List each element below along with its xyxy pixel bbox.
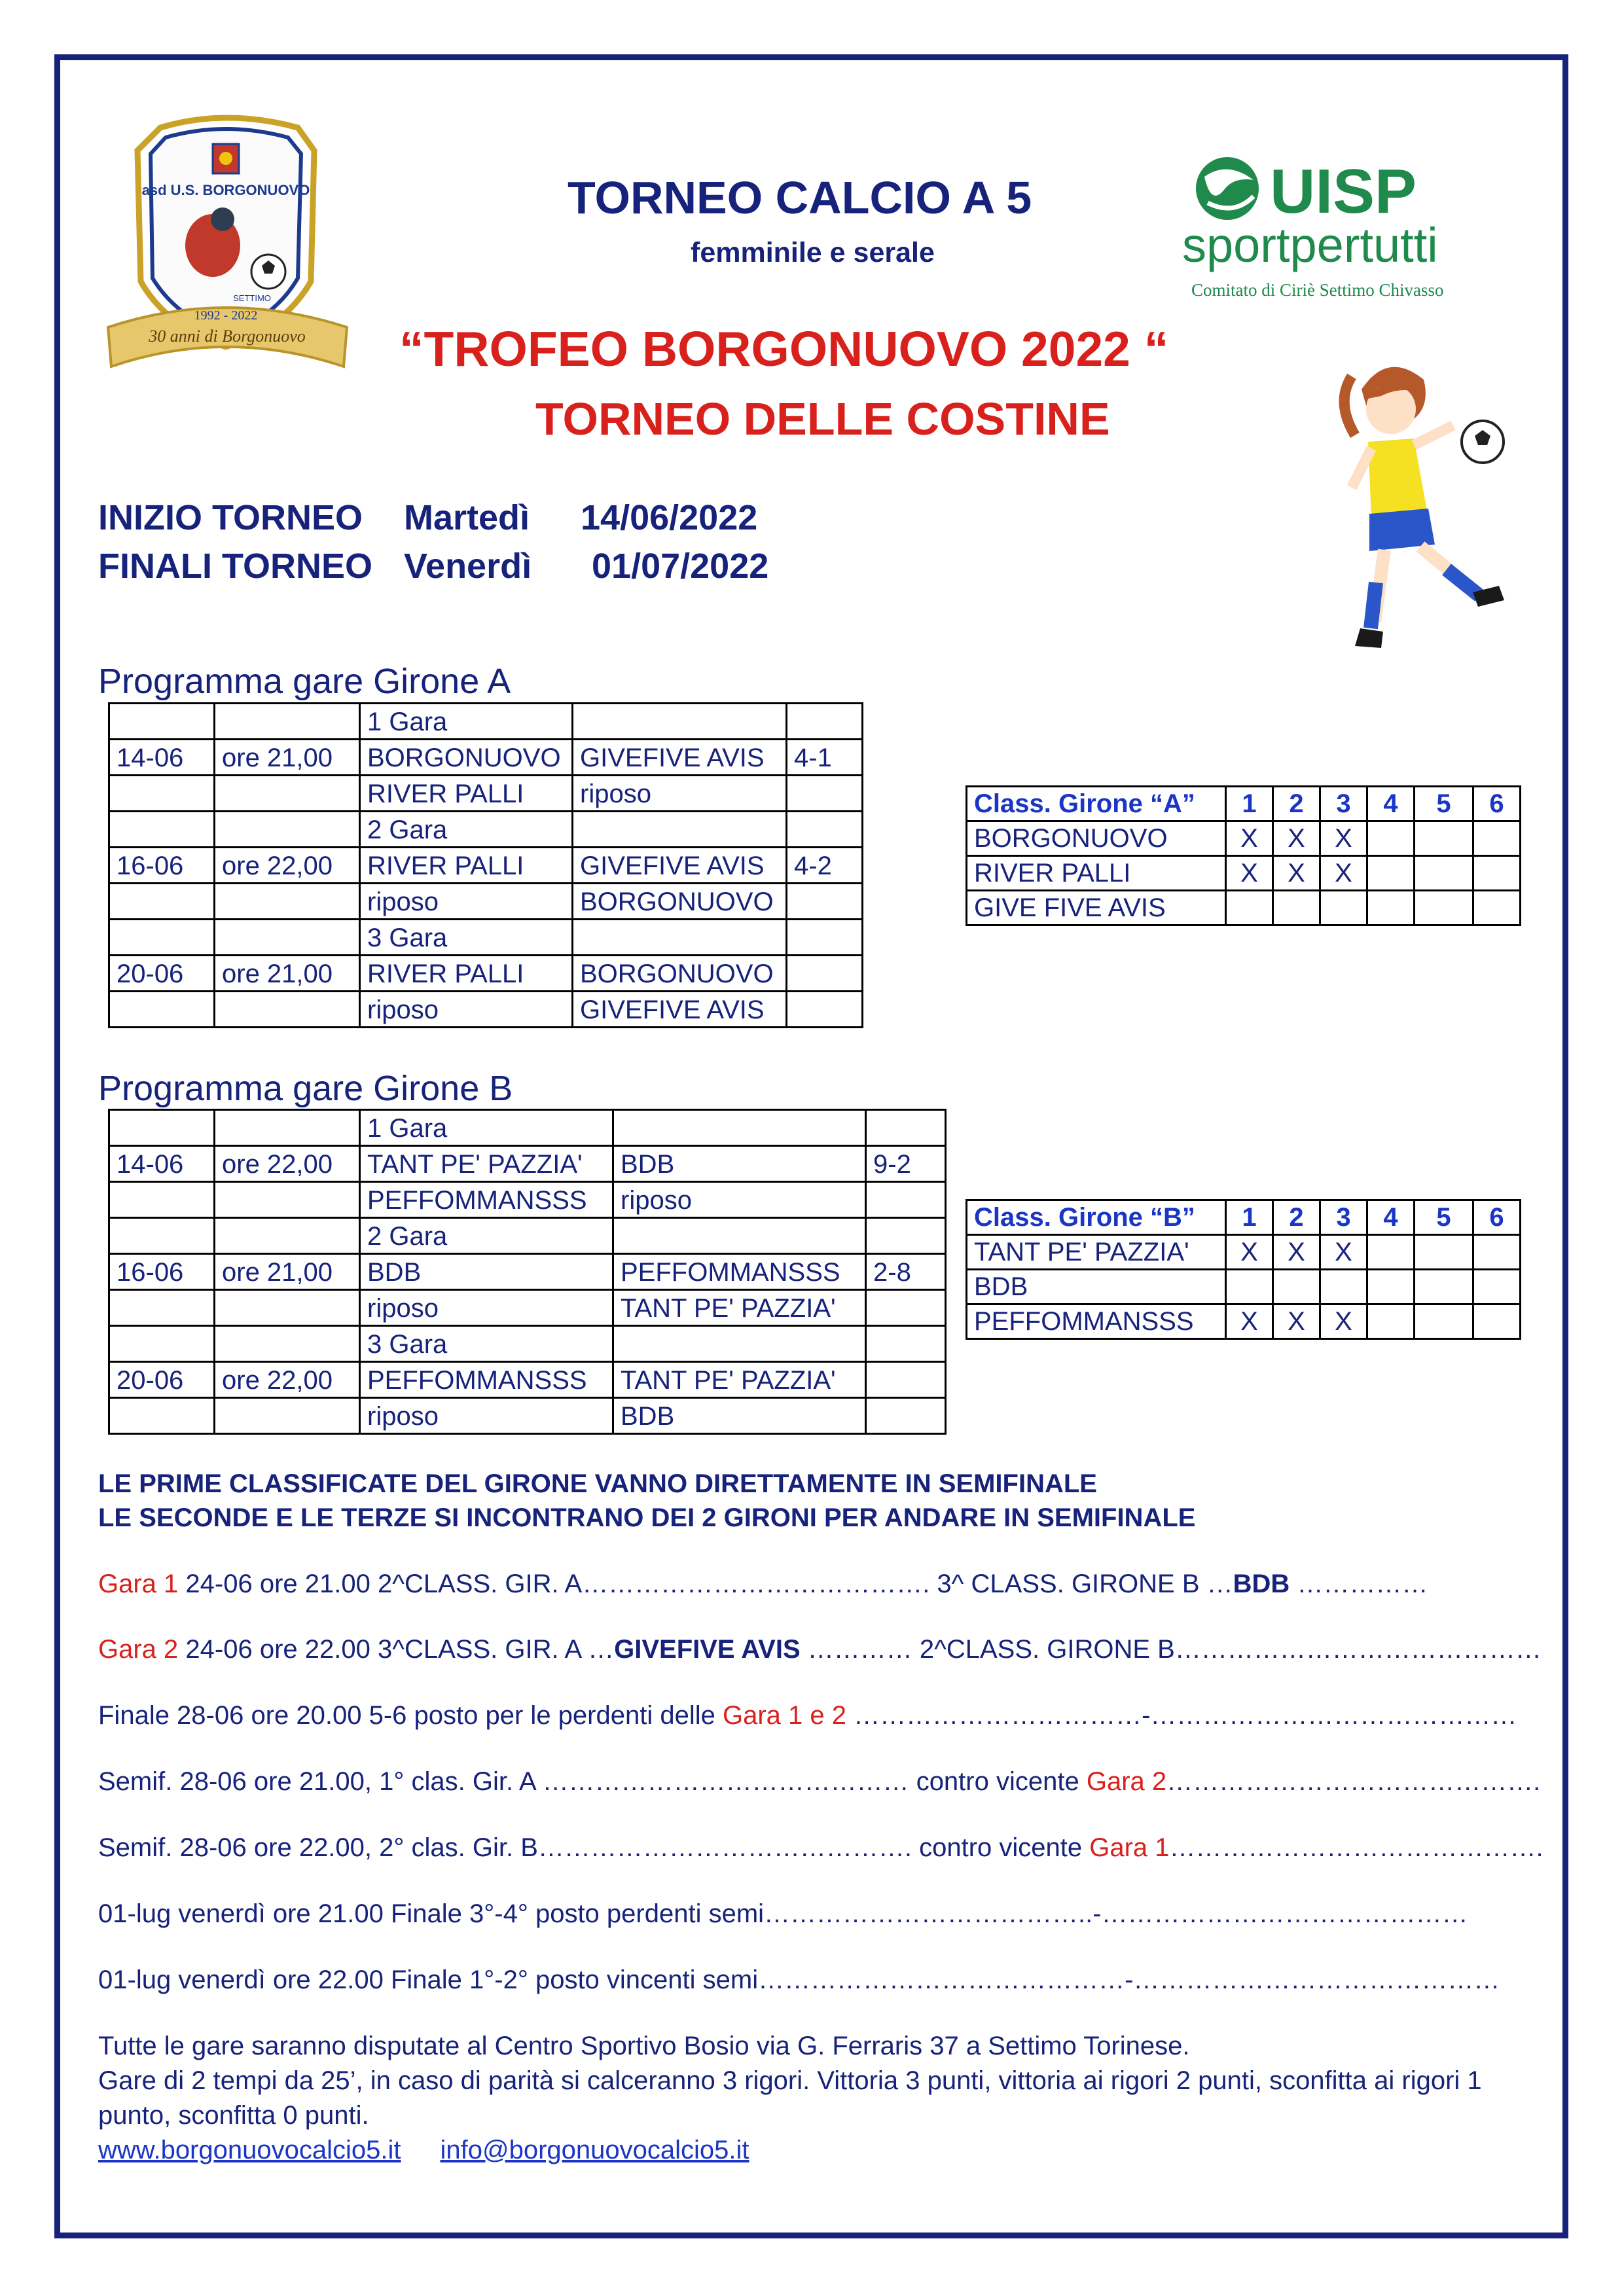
table-row xyxy=(109,740,863,776)
table-cell xyxy=(866,1110,946,1146)
table-cell: ore 22,00 xyxy=(215,848,360,884)
date-day: Martedì xyxy=(404,498,530,537)
table-cell xyxy=(109,1218,215,1254)
table-cell xyxy=(573,812,787,848)
table-cell xyxy=(613,1110,866,1146)
table-cell xyxy=(866,1398,946,1434)
uisp-logo-icon xyxy=(1178,151,1479,308)
standings-cell xyxy=(1473,1304,1521,1339)
standings-cell xyxy=(1415,821,1473,856)
page-title: TORNEO CALCIO A 5 xyxy=(568,172,1032,223)
standings-cell: X xyxy=(1226,1304,1273,1339)
table-cell: 20-06 xyxy=(109,1362,215,1398)
semi-2-gara: Gara 1 xyxy=(1089,1833,1170,1862)
standings-header-cell: Class. Girone “A” xyxy=(967,787,1226,821)
gara-2-line xyxy=(98,1635,1542,1664)
table-cell xyxy=(787,776,863,812)
table-cell: riposo xyxy=(360,1398,613,1434)
uisp-brand: UISP xyxy=(1270,156,1417,226)
table-cell xyxy=(215,920,360,956)
gara-2-dots: ………… 2^CLASS. GIRONE B…………………………………… xyxy=(800,1635,1542,1664)
table-cell: 9-2 xyxy=(866,1146,946,1182)
gara-1-team: BDB xyxy=(1233,1570,1290,1598)
standings-header xyxy=(967,1200,1521,1235)
table-cell: PEFFOMMANSSS xyxy=(360,1362,613,1398)
table-cell: TANT PE' PAZZIA' xyxy=(613,1290,866,1326)
standings-cell xyxy=(1415,1304,1473,1339)
table-cell xyxy=(787,704,863,740)
table-cell: ore 21,00 xyxy=(215,740,360,776)
table-cell: 16-06 xyxy=(109,1254,215,1290)
table-row xyxy=(109,1182,946,1218)
standings-header-cell: 3 xyxy=(1320,1200,1367,1235)
table-row xyxy=(109,920,863,956)
table-cell: RIVER PALLI xyxy=(360,956,573,992)
table-cell: BDB xyxy=(360,1254,613,1290)
table-cell: PEFFOMMANSSS xyxy=(613,1254,866,1290)
table-cell xyxy=(109,776,215,812)
standings-cell: PEFFOMMANSSS xyxy=(967,1304,1226,1339)
table-cell xyxy=(787,992,863,1028)
table-cell: 4-2 xyxy=(787,848,863,884)
player-illustration xyxy=(1329,350,1525,664)
table-cell xyxy=(109,704,215,740)
standings-header-cell: 2 xyxy=(1273,787,1320,821)
standings-cell xyxy=(1473,1235,1521,1270)
standings-cell: BORGONUOVO xyxy=(967,821,1226,856)
table-cell xyxy=(613,1218,866,1254)
finale-text: Finale 28-06 ore 20.00 5-6 posto per le perdenti delle xyxy=(98,1701,723,1730)
standings-cell: X xyxy=(1273,1304,1320,1339)
standings-header-cell: 5 xyxy=(1415,1200,1473,1235)
standings-header-cell: Class. Girone “B” xyxy=(967,1200,1226,1235)
standings-header-cell: 1 xyxy=(1226,787,1273,821)
standings-row xyxy=(967,821,1521,856)
standings-cell xyxy=(1415,1270,1473,1304)
standings-cell: X xyxy=(1273,1235,1320,1270)
table-cell xyxy=(787,884,863,920)
standings-cell xyxy=(1367,891,1415,925)
table-cell: ore 22,00 xyxy=(215,1362,360,1398)
table-row xyxy=(109,1254,946,1290)
table-cell xyxy=(215,812,360,848)
standings-cell xyxy=(1226,891,1273,925)
girone-b-title: Programma gare Girone B xyxy=(98,1069,513,1108)
table-cell: 2-8 xyxy=(866,1254,946,1290)
standings-header-cell: 3 xyxy=(1320,787,1367,821)
girone-a-standings xyxy=(965,785,1521,926)
table-cell xyxy=(215,1218,360,1254)
table-cell xyxy=(787,812,863,848)
table-cell: PEFFOMMANSSS xyxy=(360,1182,613,1218)
table-row xyxy=(109,704,863,740)
finale-dots: ……………………………-…………………………………… xyxy=(846,1701,1517,1730)
standings-cell: X xyxy=(1226,1235,1273,1270)
table-cell: TANT PE' PAZZIA' xyxy=(613,1362,866,1398)
table-cell xyxy=(109,920,215,956)
standings-cell: X xyxy=(1320,1235,1367,1270)
standings-cell: TANT PE' PAZZIA' xyxy=(967,1235,1226,1270)
semi-1-dots: ……………………………………. xyxy=(1166,1767,1541,1796)
table-cell xyxy=(215,1398,360,1434)
standings-cell: BDB xyxy=(967,1270,1226,1304)
table-row xyxy=(109,1290,946,1326)
date-label: FINALI TORNEO xyxy=(98,547,373,586)
gara-2-team: GIVEFIVE AVIS xyxy=(614,1635,801,1664)
email-link[interactable]: info@borgonuovocalcio5.it xyxy=(440,2136,749,2164)
table-cell xyxy=(109,1182,215,1218)
standings-cell xyxy=(1367,1304,1415,1339)
table-cell: BDB xyxy=(613,1146,866,1182)
logo-banner-text: 30 anni di Borgonuovo xyxy=(149,327,306,346)
table-row xyxy=(109,776,863,812)
table-cell xyxy=(215,704,360,740)
standings-cell: X xyxy=(1273,856,1320,891)
semifinal-2-line xyxy=(98,1833,1543,1863)
table-cell xyxy=(109,1110,215,1146)
gara-1-text: 24-06 ore 21.00 2^CLASS. GIR. A…………………………………. 3^ CLASS. GIRONE B … xyxy=(178,1570,1233,1598)
semi-2-dots: ……………………………………. xyxy=(1169,1833,1543,1862)
standings-header xyxy=(967,787,1521,821)
standings-cell: X xyxy=(1320,1304,1367,1339)
standings-cell xyxy=(1473,891,1521,925)
page-subtitle: femminile e serale xyxy=(691,237,935,268)
table-cell: BORGONUOVO xyxy=(573,956,787,992)
standings-cell: RIVER PALLI xyxy=(967,856,1226,891)
table-cell: ore 21,00 xyxy=(215,1254,360,1290)
date-label: INIZIO TORNEO xyxy=(98,498,363,537)
standings-cell: GIVE FIVE AVIS xyxy=(967,891,1226,925)
table-cell xyxy=(215,1326,360,1362)
date-value: 01/07/2022 xyxy=(592,547,769,586)
table-cell xyxy=(109,1290,215,1326)
table-cell: riposo xyxy=(360,1290,613,1326)
standings-cell xyxy=(1367,1270,1415,1304)
table-cell: 2 Gara xyxy=(360,1218,613,1254)
date-day: Venerdì xyxy=(404,547,532,586)
table-row xyxy=(109,992,863,1028)
table-row xyxy=(109,848,863,884)
standings-cell xyxy=(1415,1235,1473,1270)
standings-cell xyxy=(1320,1270,1367,1304)
standings-cell: X xyxy=(1320,856,1367,891)
table-cell xyxy=(573,704,787,740)
uisp-tagline: sportpertutti xyxy=(1182,218,1438,272)
table-row xyxy=(109,1326,946,1362)
table-cell xyxy=(215,992,360,1028)
table-cell xyxy=(215,1182,360,1218)
table-row xyxy=(109,1218,946,1254)
logo-years: 1992 - 2022 xyxy=(194,308,258,323)
standings-cell: X xyxy=(1320,821,1367,856)
footer-venue: Tutte le gare saranno disputate al Centro Sportivo Bosio via G. Ferraris 37 a Settimo Torinese. xyxy=(98,2032,1190,2060)
table-cell: BDB xyxy=(613,1398,866,1434)
table-cell xyxy=(866,1326,946,1362)
standings-row xyxy=(967,1235,1521,1270)
table-cell xyxy=(109,884,215,920)
standings-cell xyxy=(1473,856,1521,891)
table-cell: GIVEFIVE AVIS xyxy=(573,848,787,884)
standings-cell xyxy=(1367,821,1415,856)
table-cell xyxy=(215,1290,360,1326)
footer-rules: Gare di 2 tempi da 25’, in caso di parità si calceranno 3 rigori. Vittoria 3 punti, vittoria ai rigori 2 punti, sconfitta ai rigori 1 punto, sconfitta 0 punti. xyxy=(98,2066,1482,2130)
table-row xyxy=(109,1362,946,1398)
standings-row xyxy=(967,1304,1521,1339)
table-cell xyxy=(573,920,787,956)
table-cell xyxy=(215,776,360,812)
tournament-name: TORNEO DELLE COSTINE xyxy=(535,393,1110,444)
table-cell: riposo xyxy=(573,776,787,812)
standings-cell xyxy=(1367,1235,1415,1270)
finale-5-6-line xyxy=(98,1701,1517,1731)
table-cell: 14-06 xyxy=(109,740,215,776)
girone-a-title: Programma gare Girone A xyxy=(98,662,511,701)
table-cell xyxy=(109,1326,215,1362)
standings-cell xyxy=(1273,1270,1320,1304)
standings-header-cell: 6 xyxy=(1473,787,1521,821)
standings-cell xyxy=(1415,856,1473,891)
table-cell xyxy=(215,1110,360,1146)
table-row xyxy=(109,956,863,992)
website-link[interactable]: www.borgonuovocalcio5.it xyxy=(98,2136,401,2164)
date-value: 14/06/2022 xyxy=(581,498,758,537)
table-cell: RIVER PALLI xyxy=(360,776,573,812)
table-cell: ore 21,00 xyxy=(215,956,360,992)
gara-2-label: Gara 2 xyxy=(98,1635,179,1664)
girone-b-standings xyxy=(965,1199,1521,1340)
table-cell: GIVEFIVE AVIS xyxy=(573,740,787,776)
standings-cell xyxy=(1320,891,1367,925)
table-cell: riposo xyxy=(360,992,573,1028)
note-second-third: LE SECONDE E LE TERZE SI INCONTRANO DEI 2 GIRONI PER ANDARE IN SEMIFINALE xyxy=(98,1503,1196,1532)
table-cell: RIVER PALLI xyxy=(360,848,573,884)
gara-2-text: 24-06 ore 22.00 3^CLASS. GIR. A … xyxy=(178,1635,615,1664)
standings-row xyxy=(967,856,1521,891)
footer-text xyxy=(98,2029,1506,2168)
table-cell: riposo xyxy=(613,1182,866,1218)
standings-row xyxy=(967,1270,1521,1304)
table-cell xyxy=(109,812,215,848)
standings-cell xyxy=(1473,1270,1521,1304)
table-row xyxy=(109,1398,946,1434)
table-cell xyxy=(109,992,215,1028)
uisp-committee: Comitato di Ciriè Settimo Chivasso xyxy=(1191,280,1444,300)
table-cell xyxy=(215,884,360,920)
table-cell: 3 Gara xyxy=(360,920,573,956)
table-cell: 14-06 xyxy=(109,1146,215,1182)
table-cell: 3 Gara xyxy=(360,1326,613,1362)
table-cell: ore 22,00 xyxy=(215,1146,360,1182)
trophy-title: “TROFEO BORGONUOVO 2022 “ xyxy=(399,321,1169,376)
final-1-2-line: 01-lug venerdì ore 22.00 Finale 1°-2° posto vincenti semi……………………………………-…………………………………… xyxy=(98,1965,1500,1994)
table-cell: 1 Gara xyxy=(360,704,573,740)
gara-1-dots: …………… xyxy=(1290,1570,1428,1598)
table-cell: BORGONUOVO xyxy=(360,740,573,776)
standings-cell xyxy=(1473,821,1521,856)
standings-row xyxy=(967,891,1521,925)
table-cell: TANT PE' PAZZIA' xyxy=(360,1146,613,1182)
table-cell: BORGONUOVO xyxy=(573,884,787,920)
table-cell xyxy=(866,1290,946,1326)
table-cell xyxy=(866,1362,946,1398)
footer-links xyxy=(98,2133,1506,2168)
table-cell xyxy=(613,1326,866,1362)
standings-cell xyxy=(1226,1270,1273,1304)
semi-1-gara: Gara 2 xyxy=(1086,1767,1167,1796)
table-cell: riposo xyxy=(360,884,573,920)
standings-cell: X xyxy=(1226,856,1273,891)
standings-cell xyxy=(1415,891,1473,925)
standings-cell: X xyxy=(1273,821,1320,856)
table-cell: 20-06 xyxy=(109,956,215,992)
club-crest-icon xyxy=(88,111,363,380)
start-date-line xyxy=(98,497,757,538)
table-cell xyxy=(866,1218,946,1254)
standings-header-cell: 1 xyxy=(1226,1200,1273,1235)
table-row xyxy=(109,1146,946,1182)
table-row xyxy=(109,884,863,920)
table-cell xyxy=(109,1398,215,1434)
standings-header-cell: 4 xyxy=(1367,1200,1415,1235)
girone-a-schedule xyxy=(108,702,863,1028)
standings-cell xyxy=(1273,891,1320,925)
semifinal-1-line xyxy=(98,1767,1540,1797)
semi-1-text: Semif. 28-06 ore 21.00, 1° clas. Gir. A …………………………………… contro vicente xyxy=(98,1767,1087,1796)
table-cell: 16-06 xyxy=(109,848,215,884)
standings-header-cell: 5 xyxy=(1415,787,1473,821)
gara-1-label: Gara 1 xyxy=(98,1570,179,1598)
logo-place: SETTIMO xyxy=(233,293,271,303)
table-cell xyxy=(787,920,863,956)
standings-header-cell: 2 xyxy=(1273,1200,1320,1235)
gara-1-line xyxy=(98,1570,1428,1599)
table-row xyxy=(109,812,863,848)
table-cell: 4-1 xyxy=(787,740,863,776)
table-cell: 2 Gara xyxy=(360,812,573,848)
table-row xyxy=(109,1110,946,1146)
standings-header-cell: 4 xyxy=(1367,787,1415,821)
table-cell: 1 Gara xyxy=(360,1110,613,1146)
standings-cell xyxy=(1367,856,1415,891)
table-cell xyxy=(866,1182,946,1218)
standings-cell: X xyxy=(1226,821,1273,856)
girone-b-schedule xyxy=(108,1109,947,1435)
semi-2-text: Semif. 28-06 ore 22.00, 2° clas. Gir. B……………………………………. contro vicente xyxy=(98,1833,1090,1862)
finale-gare: Gara 1 e 2 xyxy=(722,1701,846,1730)
logo-club-name: asd U.S. BORGONUOVO xyxy=(141,182,310,198)
finals-date-line xyxy=(98,546,768,586)
final-3-4-line: 01-lug venerdì ore 21.00 Finale 3°-4° posto perdenti semi………………………………..-…………………………………… xyxy=(98,1899,1468,1928)
note-first-place: LE PRIME CLASSIFICATE DEL GIRONE VANNO DIRETTAMENTE IN SEMIFINALE xyxy=(98,1469,1097,1498)
table-cell xyxy=(787,956,863,992)
standings-header-cell: 6 xyxy=(1473,1200,1521,1235)
table-cell: GIVEFIVE AVIS xyxy=(573,992,787,1028)
